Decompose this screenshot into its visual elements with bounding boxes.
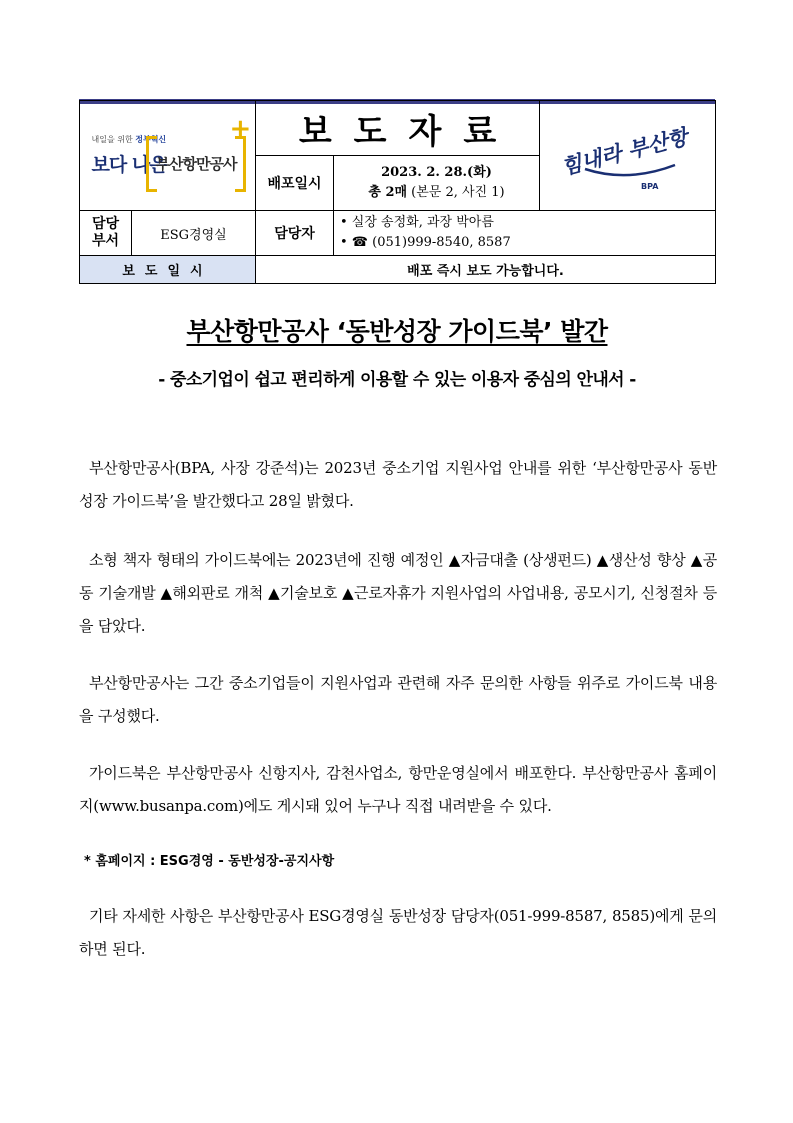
announce-label: 보도일시	[80, 256, 256, 284]
paragraph-3: 부산항만공사는 그간 중소기업들이 지원사업과 관련해 자주 문의한 사항들 위주로 가이드북 내용을 구성했다.	[79, 674, 717, 725]
homepage-note: * 홈페이지 : ESG경영 - 동반성장-공지사항	[84, 854, 335, 869]
subheadline: - 중소기업이 쉽고 편리하게 이용할 수 있는 이용자 중심의 안내서 -	[158, 370, 636, 390]
logo-company-name: 부산항만공사	[155, 154, 237, 173]
contact-names: • 실장 송정화, 과장 박아름	[340, 215, 494, 230]
paragraph-4: 가이드북은 부산항만공사 신항지사, 감천사업소, 항만운영실에서 배포한다. 부산항만공사 홈페이지(www.busanpa.com)에도 게시돼 있어 누구나 직접 내려받을 수 있다.	[79, 764, 717, 815]
page-count-detail: (본문 2, 사진 1)	[407, 185, 505, 200]
contact-phone: • ☎ (051)999-8540, 8587	[340, 235, 511, 250]
contact-label: 담당자	[256, 211, 334, 256]
slogan-logo-text: 힘내라 부산항	[562, 123, 690, 179]
release-date: 2023. 2. 28.(화)	[381, 165, 492, 180]
announce-value: 배포 즉시 보도 가능합니다.	[256, 256, 716, 284]
slogan-logo-art	[563, 109, 693, 199]
press-release-header	[79, 100, 716, 284]
paragraph-1: 부산항만공사(BPA, 사장 강준석)는 2023년 중소기업 지원사업 안내를 위한 ‘부산항만공사 동반성장 가이드북’을 발간했다고 28일 밝혔다.	[79, 459, 717, 510]
bpa-logo	[80, 101, 256, 211]
release-date-label: 배포일시	[256, 156, 334, 211]
contact-cell	[334, 211, 716, 256]
slogan-logo	[540, 101, 716, 211]
dept-label: 담당 부서	[80, 211, 132, 256]
document-title: 보도자료	[256, 101, 540, 156]
paragraph-2: 소형 책자 형태의 가이드북에는 2023년에 진행 예정인 ▲자금대출 (상생펀드) ▲생산성 향상 ▲공동 기술개발 ▲해외판로 개척 ▲기술보호 ▲근로자휴가 지원사업의 사업내용, 공모시기, 신청절차 등을 담았다.	[79, 551, 717, 635]
slogan-logo-bpa: BPA	[640, 181, 658, 191]
page-count: 총 2매	[368, 185, 408, 200]
dept-value: ESG경영실	[132, 211, 256, 256]
logo-slogan-small: 내일을 위한 정부혁신	[91, 134, 167, 144]
release-date-cell	[334, 156, 540, 211]
paragraph-5: 기타 자세한 사항은 부산항만공사 ESG경영실 동반성장 담당자(051-999-8587, 8585)에게 문의하면 된다.	[79, 907, 717, 958]
logo-plus-icon: +	[229, 113, 252, 144]
headline: 부산항만공사 ‘동반성장 가이드북’ 발간	[186, 317, 608, 346]
logo-slogan-big: 보다 나은	[91, 153, 167, 176]
